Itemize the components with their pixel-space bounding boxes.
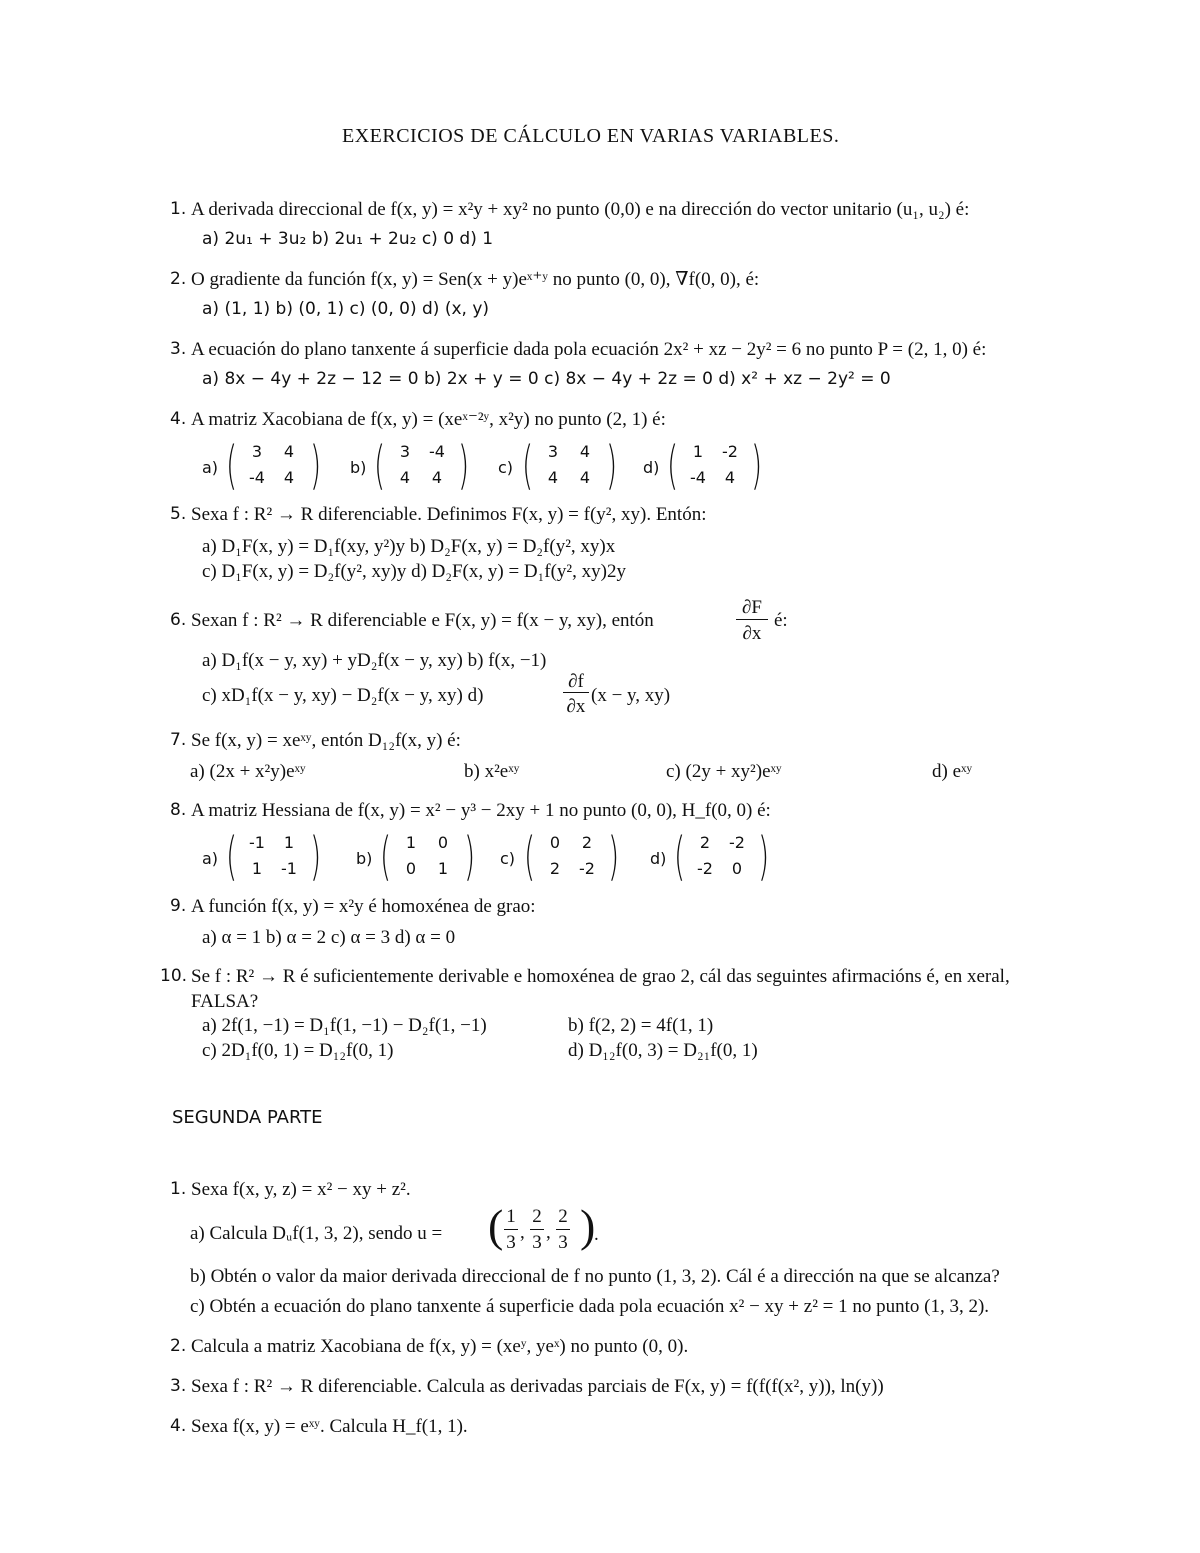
p3-number: 3. [170, 1376, 187, 1396]
comma: , [520, 1222, 525, 1243]
option-label: c) [498, 458, 514, 477]
p1-option-c: c) Obtén a ecuación do plano tanxente á superficie dada pola ecuación x² − xy + z² = 1 no punto (1, 3, 2). [190, 1296, 990, 1317]
q6-fraction-bar [736, 619, 768, 620]
matrix-cell: -1 [249, 833, 265, 852]
matrix-cell: 0 [437, 833, 449, 852]
p1-number: 1. [170, 1179, 187, 1199]
q6-tail: é: [774, 610, 788, 631]
comma: , [546, 1222, 551, 1243]
q3-options: a) 8x − 4y + 2z − 12 = 0 b) 2x + y = 0 c) 8x − 4y + 2z = 0 d) x² + xz − 2y² = 0 [202, 369, 891, 389]
fraction-bar [504, 1229, 518, 1230]
matrix-cell: 1 [405, 833, 417, 852]
q6d-tail: (x − y, xy) [591, 685, 671, 706]
matrix-cell: 1 [437, 859, 449, 878]
left-paren: ( [524, 827, 536, 887]
q6-text: Sexan f : R² → R diferenciable e F(x, y) = f(x − y, xy), entón [191, 610, 654, 631]
right-paren: ) [606, 436, 618, 496]
matrix-cell: 2 [699, 833, 711, 852]
page-title: EXERCICIOS DE CÁLCULO EN VARIAS VARIABLES. [342, 125, 840, 147]
q6d-fraction-denominator: ∂x [566, 696, 586, 717]
vector-right-paren: ) [580, 1200, 596, 1251]
q10-option-b: b) f(2, 2) = 4f(1, 1) [568, 1015, 714, 1036]
fraction-denominator: 3 [532, 1232, 542, 1253]
matrix-cell: -2 [729, 833, 745, 852]
p2-text: Calcula a matriz Xacobiana de f(x, y) = (xeʸ, yeˣ) no punto (0, 0). [191, 1336, 689, 1357]
matrix-cell: 4 [283, 468, 295, 487]
left-paren: ( [674, 827, 686, 887]
matrix-cell: 2 [549, 859, 561, 878]
p2-number: 2. [170, 1336, 187, 1356]
matrix-cell: -1 [281, 859, 297, 878]
matrix-cell: 2 [581, 833, 593, 852]
p3-text: Sexa f : R² → R diferenciable. Calcula as derivadas parciais de F(x, y) = f(f(f(x², y)), ln(y)) [191, 1376, 884, 1397]
p1-option-a: a) Calcula Dᵤf(1, 3, 2), sendo u = [190, 1223, 443, 1244]
matrix-cell: 0 [549, 833, 561, 852]
fraction-denominator: 3 [506, 1232, 516, 1253]
right-paren: ) [310, 827, 322, 887]
matrix-cell: 4 [579, 468, 591, 487]
option-label: c) [500, 849, 516, 868]
q7-option-c: c) (2y + xy²)eˣʸ [666, 761, 782, 782]
left-paren: ( [374, 436, 386, 496]
fraction-numerator: 2 [532, 1206, 542, 1227]
left-paren: ( [667, 436, 679, 496]
q4-text: A matriz Xacobiana de f(x, y) = (xeˣ⁻²ʸ, x²y) no punto (2, 1) é: [191, 409, 666, 430]
q8-text: A matriz Hessiana de f(x, y) = x² − y³ − 2xy + 1 no punto (0, 0), H_f(0, 0) é: [191, 800, 771, 821]
q6-number: 6. [170, 610, 187, 630]
p4-text: Sexa f(x, y) = eˣʸ. Calcula H_f(1, 1). [191, 1416, 468, 1437]
matrix-cell: 3 [547, 442, 559, 461]
right-paren: ) [608, 827, 620, 887]
p4-number: 4. [170, 1416, 187, 1436]
fraction-denominator: 3 [558, 1232, 568, 1253]
q2-options: a) (1, 1) b) (0, 1) c) (0, 0) d) (x, y) [202, 299, 490, 319]
q10-option-a: a) 2f(1, −1) = D₁f(1, −1) − D₂f(1, −1) [202, 1015, 487, 1036]
matrix-cell: 4 [399, 468, 411, 487]
right-paren: ) [464, 827, 476, 887]
q10-number: 10. [160, 966, 188, 986]
matrix-cell: 4 [579, 442, 591, 461]
q5-options-ab: a) D₁F(x, y) = D₁f(xy, y²)y b) D₂F(x, y) = D₂f(y², xy)x [202, 536, 616, 557]
q7-option-b: b) x²eˣʸ [464, 761, 520, 782]
matrix-cell: 3 [251, 442, 263, 461]
q10-text-cont: FALSA? [191, 991, 259, 1012]
q7-option-d: d) eˣʸ [932, 761, 973, 782]
q7-text: Se f(x, y) = xeˣʸ, entón D₁₂f(x, y) é: [191, 730, 461, 751]
p1-text: Sexa f(x, y, z) = x² − xy + z². [191, 1179, 411, 1200]
q6-fraction-numerator: ∂F [742, 597, 762, 618]
left-paren: ( [522, 436, 534, 496]
q2-text: O gradiente da función f(x, y) = Sen(x + y)eˣ⁺ʸ no punto (0, 0), ∇f(0, 0), é: [191, 269, 760, 290]
q9-text: A función f(x, y) = x²y é homoxénea de grao: [191, 896, 536, 917]
vector-left-paren: ( [488, 1200, 504, 1251]
right-paren: ) [751, 436, 763, 496]
matrix-cell: 4 [283, 442, 295, 461]
option-label: a) [202, 458, 219, 477]
q6-options-ab: a) D₁f(x − y, xy) + yD₂f(x − y, xy) b) f(x, −1) [202, 650, 547, 671]
matrix-cell: -2 [579, 859, 595, 878]
q6-options-cd: c) xD₁f(x − y, xy) − D₂f(x − y, xy) d) [202, 685, 484, 706]
left-paren: ( [226, 827, 238, 887]
option-label: d) [650, 849, 667, 868]
right-paren: ) [758, 827, 770, 887]
q5-number: 5. [170, 504, 187, 524]
matrix-cell: -4 [249, 468, 265, 487]
q9-options: a) α = 1 b) α = 2 c) α = 3 d) α = 0 [202, 927, 456, 948]
fraction-numerator: 2 [558, 1206, 568, 1227]
q6-fraction-denominator: ∂x [742, 623, 762, 644]
matrix-cell: 1 [283, 833, 295, 852]
left-paren: ( [380, 827, 392, 887]
q10-option-d: d) D₁₂f(0, 3) = D₂₁f(0, 1) [568, 1040, 758, 1061]
q7-number: 7. [170, 730, 187, 750]
matrix-cell: 1 [692, 442, 704, 461]
matrix-cell: -2 [697, 859, 713, 878]
matrix-cell: 0 [731, 859, 743, 878]
q2-number: 2. [170, 269, 187, 289]
q9-number: 9. [170, 896, 187, 916]
fraction-bar [556, 1229, 570, 1230]
q1-number: 1. [170, 199, 187, 219]
option-label: b) [350, 458, 367, 477]
q5-text: Sexa f : R² → R diferenciable. Definimos F(x, y) = f(y², xy). Entón: [191, 504, 707, 525]
p1-option-b: b) Obtén o valor da maior derivada direccional de f no punto (1, 3, 2). Cál é a dirección na que se alcanza? [190, 1266, 1000, 1287]
matrix-cell: 4 [724, 468, 736, 487]
q7-option-a: a) (2x + x²y)eˣʸ [190, 761, 306, 782]
left-paren: ( [226, 436, 238, 496]
option-label: a) [202, 849, 219, 868]
q5-options-cd: c) D₁F(x, y) = D₂f(y², xy)y d) D₂F(x, y) = D₁f(y², xy)2y [202, 561, 626, 582]
q6d-fraction-bar [563, 692, 589, 693]
section-heading: SEGUNDA PARTE [172, 1107, 323, 1128]
matrix-cell: -2 [722, 442, 738, 461]
q3-text: A ecuación do plano tanxente á superficie dada pola ecuación 2x² + xz − 2y² = 6 no punto P = (2, 1, 0) é: [191, 339, 987, 360]
q1-options: a) 2u₁ + 3u₂ b) 2u₁ + 2u₂ c) 0 d) 1 [202, 229, 494, 249]
fraction-bar [530, 1229, 544, 1230]
right-paren: ) [310, 436, 322, 496]
matrix-cell: 0 [405, 859, 417, 878]
option-label: b) [356, 849, 373, 868]
matrix-cell: 3 [399, 442, 411, 461]
matrix-cell: -4 [429, 442, 445, 461]
q10-option-c: c) 2D₁f(0, 1) = D₁₂f(0, 1) [202, 1040, 394, 1061]
option-label: d) [643, 458, 660, 477]
q10-text: Se f : R² → R é suficientemente derivable e homoxénea de grao 2, cál das seguintes afirmacións é, en xeral, [191, 966, 1010, 987]
right-paren: ) [458, 436, 470, 496]
q8-number: 8. [170, 800, 187, 820]
q6d-fraction-numerator: ∂f [568, 671, 584, 692]
q1-text: A derivada direccional de f(x, y) = x²y + xy² no punto (0,0) e na dirección do vector unitario (u₁, u₂) é: [191, 199, 970, 220]
q4-number: 4. [170, 409, 187, 429]
period: . [594, 1224, 599, 1245]
fraction-numerator: 1 [506, 1206, 516, 1227]
matrix-cell: 4 [431, 468, 443, 487]
matrix-cell: 1 [251, 859, 263, 878]
matrix-cell: -4 [690, 468, 706, 487]
matrix-cell: 4 [547, 468, 559, 487]
q3-number: 3. [170, 339, 187, 359]
